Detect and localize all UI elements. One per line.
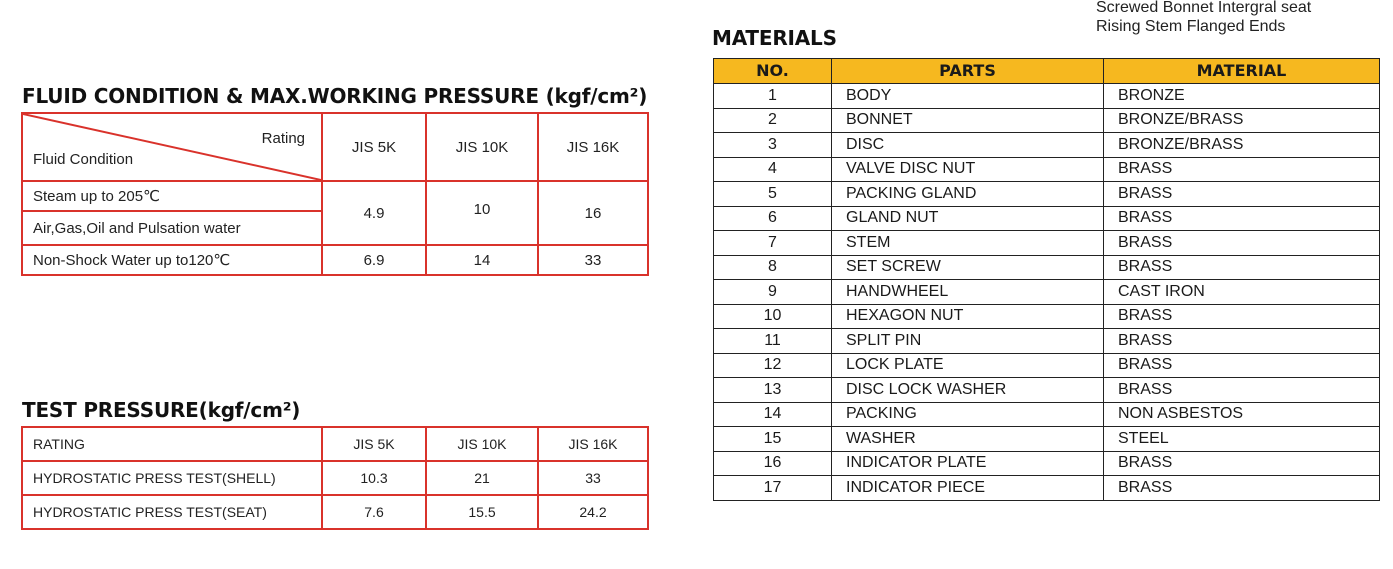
part-number: 15 xyxy=(714,427,832,452)
part-name: BODY xyxy=(832,84,1104,109)
part-number: 4 xyxy=(714,157,832,182)
part-name: WASHER xyxy=(832,427,1104,452)
part-name: GLAND NUT xyxy=(832,206,1104,231)
part-material: BRONZE xyxy=(1104,84,1380,109)
table-row xyxy=(714,84,1380,109)
part-name: PACKING xyxy=(832,402,1104,427)
part-name: DISC xyxy=(832,133,1104,158)
column-header: JIS 16K xyxy=(538,427,648,461)
materials-title: MATERIALS xyxy=(712,26,837,50)
test-pressure-title: TEST PRESSURE(kgf/cm²) xyxy=(22,398,301,422)
part-material: NON ASBESTOS xyxy=(1104,402,1380,427)
pressure-value: 10 xyxy=(426,181,538,245)
part-name: INDICATOR PLATE xyxy=(832,451,1104,476)
part-material: BRASS xyxy=(1104,353,1380,378)
part-number: 1 xyxy=(714,84,832,109)
table-header-row xyxy=(22,427,648,461)
part-material: BRONZE/BRASS xyxy=(1104,108,1380,133)
test-label: HYDROSTATIC PRESS TEST(SEAT) xyxy=(22,495,322,529)
note-line-2: Rising Stem Flanged Ends xyxy=(1096,18,1286,35)
part-name: SPLIT PIN xyxy=(832,329,1104,354)
part-material: BRASS xyxy=(1104,182,1380,207)
table-row xyxy=(22,245,648,275)
part-name: SET SCREW xyxy=(832,255,1104,280)
test-value: 21 xyxy=(426,461,538,495)
test-value: 7.6 xyxy=(322,495,426,529)
part-number: 10 xyxy=(714,304,832,329)
table-row xyxy=(714,255,1380,280)
table-row xyxy=(714,427,1380,452)
part-material: BRASS xyxy=(1104,231,1380,256)
part-number: 6 xyxy=(714,206,832,231)
part-material: CAST IRON xyxy=(1104,280,1380,305)
part-name: HANDWHEEL xyxy=(832,280,1104,305)
pressure-value: 33 xyxy=(538,245,648,275)
table-row xyxy=(714,206,1380,231)
table-row xyxy=(714,304,1380,329)
part-material: BRASS xyxy=(1104,255,1380,280)
part-material: BRONZE/BRASS xyxy=(1104,133,1380,158)
table-header-row xyxy=(714,59,1380,84)
pressure-value: 6.9 xyxy=(322,245,426,275)
table-row xyxy=(714,182,1380,207)
column-header: MATERIAL xyxy=(1104,59,1380,84)
table-header-row xyxy=(22,113,648,181)
part-name: DISC LOCK WASHER xyxy=(832,378,1104,403)
test-pressure-table xyxy=(21,426,649,530)
table-row xyxy=(714,476,1380,501)
note-line-1: Screwed Bonnet Intergral seat xyxy=(1096,0,1312,16)
pressure-value: 16 xyxy=(538,181,648,245)
table-row xyxy=(714,231,1380,256)
table-row xyxy=(22,495,648,529)
table-row xyxy=(714,378,1380,403)
rating-label: Rating xyxy=(261,130,305,147)
part-number: 9 xyxy=(714,280,832,305)
part-number: 13 xyxy=(714,378,832,403)
fluid-label: Steam up to 205℃ xyxy=(22,181,322,211)
part-number: 2 xyxy=(714,108,832,133)
pressure-value: 4.9 xyxy=(322,181,426,245)
pressure-value: 14 xyxy=(426,245,538,275)
part-number: 5 xyxy=(714,182,832,207)
part-number: 17 xyxy=(714,476,832,501)
part-name: PACKING GLAND xyxy=(832,182,1104,207)
fluid-label: Air,Gas,Oil and Pulsation water xyxy=(22,211,322,245)
table-row xyxy=(22,461,648,495)
materials-body xyxy=(714,84,1380,501)
diagonal-header-cell xyxy=(22,113,322,181)
part-material: BRASS xyxy=(1104,378,1380,403)
table-row xyxy=(714,353,1380,378)
column-header: RATING xyxy=(22,427,322,461)
part-name: HEXAGON NUT xyxy=(832,304,1104,329)
table-row xyxy=(714,108,1380,133)
fluid-label: Non-Shock Water up to120℃ xyxy=(22,245,322,275)
fluid-condition-label: Fluid Condition xyxy=(33,151,134,168)
fluid-condition-title: FLUID CONDITION & MAX.WORKING PRESSURE (kgf/cm²) xyxy=(22,84,648,108)
part-material: BRASS xyxy=(1104,304,1380,329)
part-number: 12 xyxy=(714,353,832,378)
table-row xyxy=(714,329,1380,354)
part-number: 7 xyxy=(714,231,832,256)
part-material: STEEL xyxy=(1104,427,1380,452)
part-number: 8 xyxy=(714,255,832,280)
table-row xyxy=(714,280,1380,305)
part-material: BRASS xyxy=(1104,476,1380,501)
column-header: JIS 5K xyxy=(322,427,426,461)
column-header: JIS 5K xyxy=(322,113,426,181)
column-header: JIS 10K xyxy=(426,427,538,461)
product-note xyxy=(1096,0,1311,36)
part-material: BRASS xyxy=(1104,451,1380,476)
test-value: 15.5 xyxy=(426,495,538,529)
table-row xyxy=(714,133,1380,158)
table-row xyxy=(714,402,1380,427)
test-value: 33 xyxy=(538,461,648,495)
part-name: INDICATOR PIECE xyxy=(832,476,1104,501)
part-number: 16 xyxy=(714,451,832,476)
test-value: 10.3 xyxy=(322,461,426,495)
table-row xyxy=(714,451,1380,476)
diagonal-divider xyxy=(23,114,321,180)
column-header: JIS 16K xyxy=(538,113,648,181)
column-header: NO. xyxy=(714,59,832,84)
part-name: LOCK PLATE xyxy=(832,353,1104,378)
table-row xyxy=(22,181,648,211)
part-material: BRASS xyxy=(1104,329,1380,354)
test-value: 24.2 xyxy=(538,495,648,529)
column-header: JIS 10K xyxy=(426,113,538,181)
materials-table xyxy=(713,58,1380,501)
fluid-condition-table xyxy=(21,112,649,276)
column-header: PARTS xyxy=(832,59,1104,84)
part-number: 3 xyxy=(714,133,832,158)
part-name: STEM xyxy=(832,231,1104,256)
part-material: BRASS xyxy=(1104,206,1380,231)
table-row xyxy=(714,157,1380,182)
part-name: VALVE DISC NUT xyxy=(832,157,1104,182)
part-number: 14 xyxy=(714,402,832,427)
test-label: HYDROSTATIC PRESS TEST(SHELL) xyxy=(22,461,322,495)
part-name: BONNET xyxy=(832,108,1104,133)
part-number: 11 xyxy=(714,329,832,354)
part-material: BRASS xyxy=(1104,157,1380,182)
